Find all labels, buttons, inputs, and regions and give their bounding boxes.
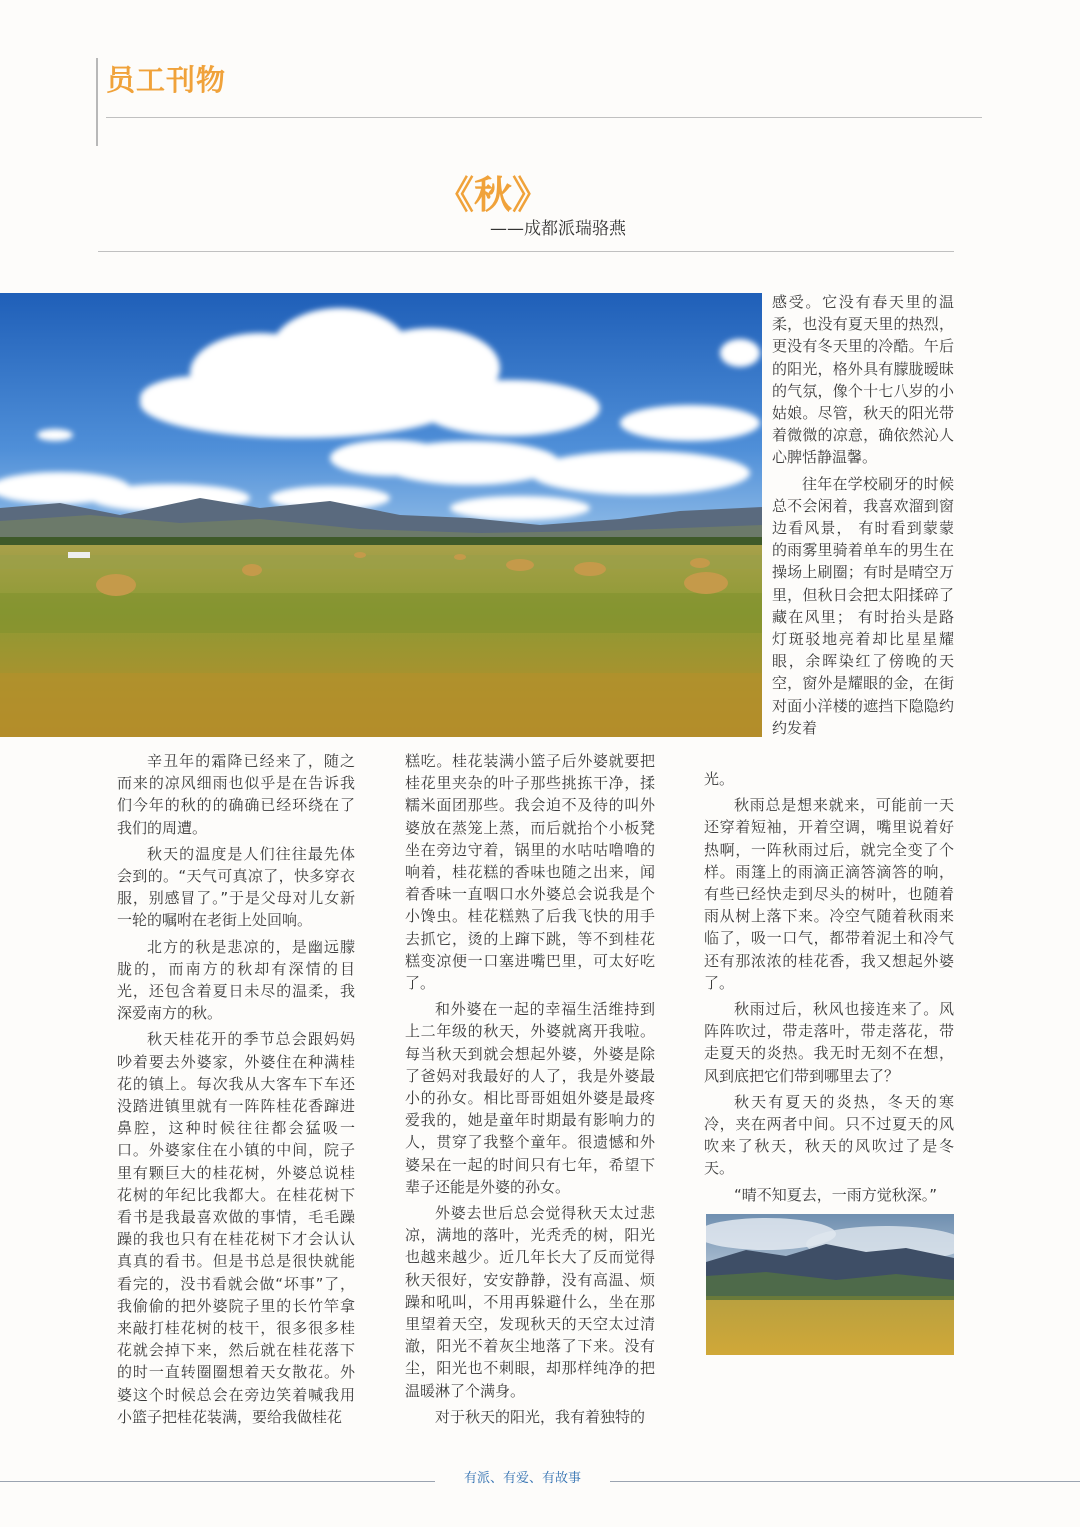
paragraph: 糕吃。桂花装满小篮子后外婆就要把桂花里夹杂的叶子那些挑拣干净，揉糯米面团那些。我会迫不及待的叫外婆放在蒸笼上蒸，而后就抬个小板凳坐在旁边守着，锅里的水咕咕噜噜的响着，桂花糕的香味也随之出来，闻着香味一直咽口水外婆总会说我是个小馋虫。桂花糕熟了后我飞快的用手去抓它，烫的上蹿下跳，等不到桂花糕变凉便一口塞进嘴巴里，可太好吃了。 <box>405 752 655 993</box>
autumn-grassland-photo <box>0 293 762 737</box>
paragraph: 北方的秋是悲凉的，是幽远朦胧的，而南方的秋却有深情的目光，还包含着夏日未尽的温柔，我深爱南方的秋。 <box>117 937 355 1023</box>
header-divider <box>106 117 982 118</box>
article-title: 《秋》 <box>436 173 551 217</box>
footer-rule-right <box>610 1481 1080 1482</box>
article-column-3-top <box>772 291 954 743</box>
paragraph: 对于秋天的阳光，我有着独特的 <box>435 1407 646 1426</box>
mountain-field-photo <box>706 1214 954 1355</box>
paragraph: “晴不知夏去，一雨方觉秋深。” <box>734 1185 938 1204</box>
header-vertical-rule <box>96 58 98 146</box>
section-title: 员工刊物 <box>106 63 227 97</box>
paragraph: 往年在学校刷牙的时候总不会闲着，我喜欢溜到窗边看风景， 有时看到蒙蒙的雨雾里骑着单车的男生在操场上刷圈；有时是晴空万里，但秋日会把太阳揉碎了藏在风里； 有时抬头是路灯斑驳地亮着却比星星耀眼，余晖染红了傍晚的天空，窗外是耀眼的金，在街对面小洋楼的遮挡下隐隐约约发着 <box>772 474 954 737</box>
article-author: ——成都派瑞骆燕 <box>490 219 626 239</box>
paragraph: 秋雨过后，秋风也接连来了。风阵阵吹过，带走落叶，带走落花，带走夏天的炎热。我无时无刻不在想，风到底把它们带到哪里去了？ <box>704 1000 954 1085</box>
article-column-1 <box>117 750 355 1432</box>
paragraph: 秋雨总是想来就来，可能前一天还穿着短袖，开着空调，嘴里说着好热啊，一阵秋雨过后，就完全变了个样。雨篷上的雨滴正滴答滴答的响，有些已经快走到尽头的树叶，也随着雨从树上落下来。冷空气随着秋雨来临了，吸一口气，都带着泥土和冷气还有那浓浓的桂花香，我又想起外婆了。 <box>704 796 954 992</box>
paragraph: 光。 <box>704 770 735 788</box>
paragraph: 秋天桂花开的季节总会跟妈妈吵着要去外婆家，外婆住在种满桂花的镇上。每次我从大客车下车还没踏进镇里就有一阵阵桂花香蹿进鼻腔，这种时候往往都会猛吸一口。外婆家住在小镇的中间，院子里有颗巨大的桂花树，外婆总说桂花树的年纪比我都大。在桂花树下看书是我最喜欢做的事情，毛毛躁躁的我也只有在桂花树下才会认认真真的看书。但是书总是很快就能看完的，没书看就会做“坏事”了，我偷偷的把外婆院子里的长竹竿拿来敲打桂花树的枝干，很多很多桂花就会掉下来，然后就在桂花落下的时一直转圈圈想着天女散花。外婆这个时候总会在旁边笑着喊我用小篮子把桂花装满，要给我做桂花 <box>117 1030 355 1426</box>
paragraph: 和外婆在一起的幸福生活维持到上二年级的秋天，外婆就离开我啦。每当秋天到就会想起外婆，外婆是除了爸妈对我最好的人了，我是外婆最小的孙女。相比哥哥姐姐外婆是最疼爱我的，她是童年时期最有影响力的人，贯穿了我整个童年。很遗憾和外婆呆在一起的时间只有七年，希望下辈子还能是外婆的孙女。 <box>405 1000 655 1196</box>
title-divider <box>98 251 954 252</box>
paragraph: 外婆去世后总会觉得秋天太过悲凉，满地的落叶，光秃秃的树，阳光也越来越少。近几年长大了反而觉得秋天很好，安安静静，没有高温、烦躁和吼叫，不用再躲避什么，坐在那里望着天空，发现秋天的天空太过清澈，阳光不着灰尘地落了下来。没有尘，阳光也不刺眼，却那样纯净的把温暖淋了个满身。 <box>405 1204 655 1400</box>
paragraph: 秋天的温度是人们往往最先体会到的。“天气可真凉了，快多穿衣服，别感冒了。”于是父母对儿女新一轮的嘱咐在老街上处回响。 <box>117 844 355 930</box>
paragraph: 感受。它没有春天里的温柔，也没有夏天里的热烈，更没有冬天里的冷酷。午后的阳光，格外具有朦胧暧昧的气氛，像个十七八岁的小姑娘。尽管，秋天的阳光带着微微的凉意，确依然沁人心脾恬静温馨。 <box>772 293 954 467</box>
article-column-3-bottom <box>704 768 954 1210</box>
paragraph: 辛丑年的霜降已经来了，随之而来的凉风细雨也似乎是在告诉我们今年的秋的的确确已经环绕在了我们的周遭。 <box>117 752 355 837</box>
footer-rule-left <box>0 1481 435 1482</box>
article-column-2 <box>405 750 655 1432</box>
footer-slogan: 有派、有爱、有故事 <box>463 1471 581 1486</box>
paragraph: 秋天有夏天的炎热，冬天的寒冷，夹在两者中间。只不过夏天的风吹来了秋天，秋天的风吹过了是冬天。 <box>704 1092 954 1178</box>
